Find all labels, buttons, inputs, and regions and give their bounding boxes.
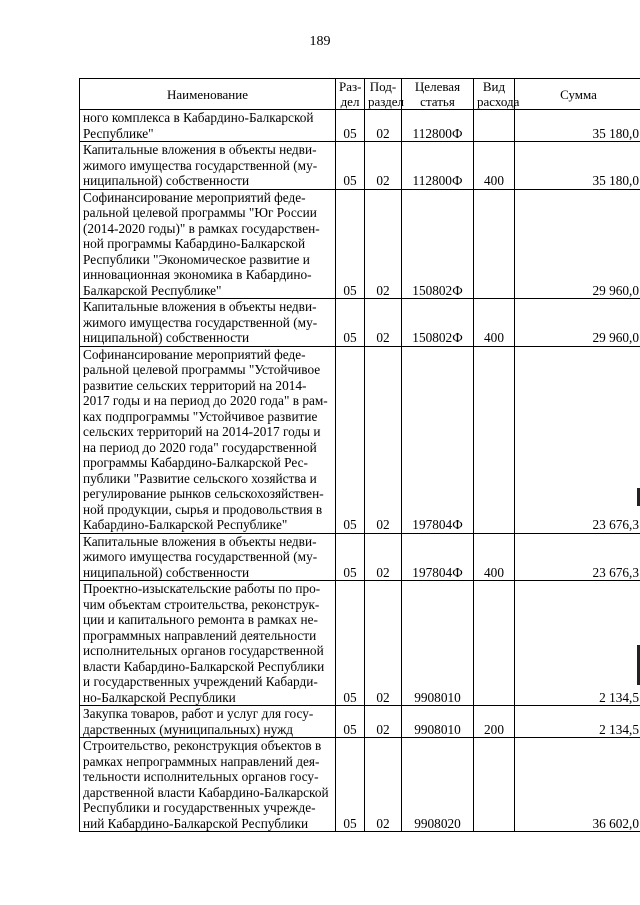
cell-kind — [474, 738, 515, 832]
cell-name: Софинансирование мероприятий феде-ральной целевой программы "Устойчивое развитие сельских территорий на 2014-2017 годы и на период до 2020 года" в рам-ках подпрограммы "Устойчивое развитие сельских территорий на 2014-2017 годы и на период до 2020 года" государственной программы Кабардино-Балкарской Рес-публики "Развитие сельского хозяйства и регулирование рынков сельскохозяйствен-ной продукции, сырья и продовольствия в Кабардино-Балкарской Республике" — [80, 346, 336, 533]
cell-kind: 400 — [474, 299, 515, 347]
cell-target: 9908010 — [402, 706, 474, 738]
header-subsection: Под-раздел — [365, 79, 402, 110]
header-kind: Вид расхода — [474, 79, 515, 110]
cell-amount: 35 180,0 — [515, 142, 640, 190]
cell-target: 112800Ф — [402, 142, 474, 190]
cell-target: 150802Ф — [402, 189, 474, 299]
cell-amount: 36 602,0 — [515, 738, 640, 832]
cell-subsection: 02 — [365, 581, 402, 706]
cell-kind: 400 — [474, 533, 515, 581]
table-body — [80, 110, 640, 832]
cell-target: 197804Ф — [402, 533, 474, 581]
table-row — [80, 142, 640, 190]
cell-kind — [474, 110, 515, 142]
cell-amount: 2 134,5 — [515, 706, 640, 738]
cell-target: 197804Ф — [402, 346, 474, 533]
table-row — [80, 346, 640, 533]
cell-section: 05 — [336, 142, 365, 190]
cell-name: Капитальные вложения в объекты недви-жимого имущества государственной (му-ниципальной) собственности — [80, 299, 336, 347]
cell-kind — [474, 189, 515, 299]
cell-amount: 35 180,0 — [515, 110, 640, 142]
cell-kind — [474, 346, 515, 533]
table-row — [80, 706, 640, 738]
cell-kind: 200 — [474, 706, 515, 738]
page-number: 189 — [309, 34, 331, 49]
cell-name: Капитальные вложения в объекты недви-жимого имущества государственной (му-ниципальной) собственности — [80, 533, 336, 581]
table-row — [80, 738, 640, 832]
cell-subsection: 02 — [365, 738, 402, 832]
header-section: Раз-дел — [336, 79, 365, 110]
cell-subsection: 02 — [365, 706, 402, 738]
cell-name: Проектно-изыскательские работы по про-чим объектам строительства, реконструк-ции и капитального ремонта в рамках не-программных направлений деятельности исполнительных органов государственной власти Кабардино-Балкарской Республики и государственных учреждений Кабарди-но-Балкарской Республики — [80, 581, 336, 706]
cell-kind — [474, 581, 515, 706]
cell-name: Капитальные вложения в объекты недви-жимого имущества государственной (му-ниципальной) собственности — [80, 142, 336, 190]
header-name: Наименование — [80, 79, 336, 110]
cell-name: Строительство, реконструкция объектов в рамках непрограммных направлений дея-тельности исполнительных органов госу-дарственной власти Кабардино-Балкарской Республики и государственных учрежде-ний Кабардино-Балкарской Республики — [80, 738, 336, 832]
cell-amount: 29 960,0 — [515, 189, 640, 299]
cell-name: Софинансирование мероприятий феде-ральной целевой программы "Юг России (2014-2020 годы)" в рамках государствен-ной программы Кабардино-Балкарской Республики "Экономическое развитие и инновационная экономика в Кабардино-Балкарской Республике" — [80, 189, 336, 299]
cell-target: 9908010 — [402, 581, 474, 706]
cell-target: 112800Ф — [402, 110, 474, 142]
cell-subsection: 02 — [365, 142, 402, 190]
cell-amount: 23 676,3 — [515, 346, 640, 533]
table-row — [80, 581, 640, 706]
cell-section: 05 — [336, 346, 365, 533]
cell-subsection: 02 — [365, 299, 402, 347]
cell-section: 05 — [336, 533, 365, 581]
cell-section: 05 — [336, 581, 365, 706]
table-row — [80, 533, 640, 581]
cell-subsection: 02 — [365, 110, 402, 142]
cell-section: 05 — [336, 706, 365, 738]
cell-name: Закупка товаров, работ и услуг для госу-дарственных (муниципальных) нужд — [80, 706, 336, 738]
header-target: Целевая статья — [402, 79, 474, 110]
cell-amount: 29 960,0 — [515, 299, 640, 347]
cell-section: 05 — [336, 738, 365, 832]
cell-amount: 2 134,5 — [515, 581, 640, 706]
budget-table — [79, 78, 640, 832]
cell-section: 05 — [336, 110, 365, 142]
table-row — [80, 110, 640, 142]
cell-section: 05 — [336, 189, 365, 299]
cell-amount: 23 676,3 — [515, 533, 640, 581]
cell-target: 9908020 — [402, 738, 474, 832]
cell-name: ного комплекса в Кабардино-Балкарской Республике" — [80, 110, 336, 142]
header-amount: Сумма — [515, 79, 640, 110]
cell-section: 05 — [336, 299, 365, 347]
cell-target: 150802Ф — [402, 299, 474, 347]
cell-kind: 400 — [474, 142, 515, 190]
table-row — [80, 299, 640, 347]
header-row — [80, 79, 640, 110]
cell-subsection: 02 — [365, 346, 402, 533]
table-row — [80, 189, 640, 299]
cell-subsection: 02 — [365, 189, 402, 299]
cell-subsection: 02 — [365, 533, 402, 581]
